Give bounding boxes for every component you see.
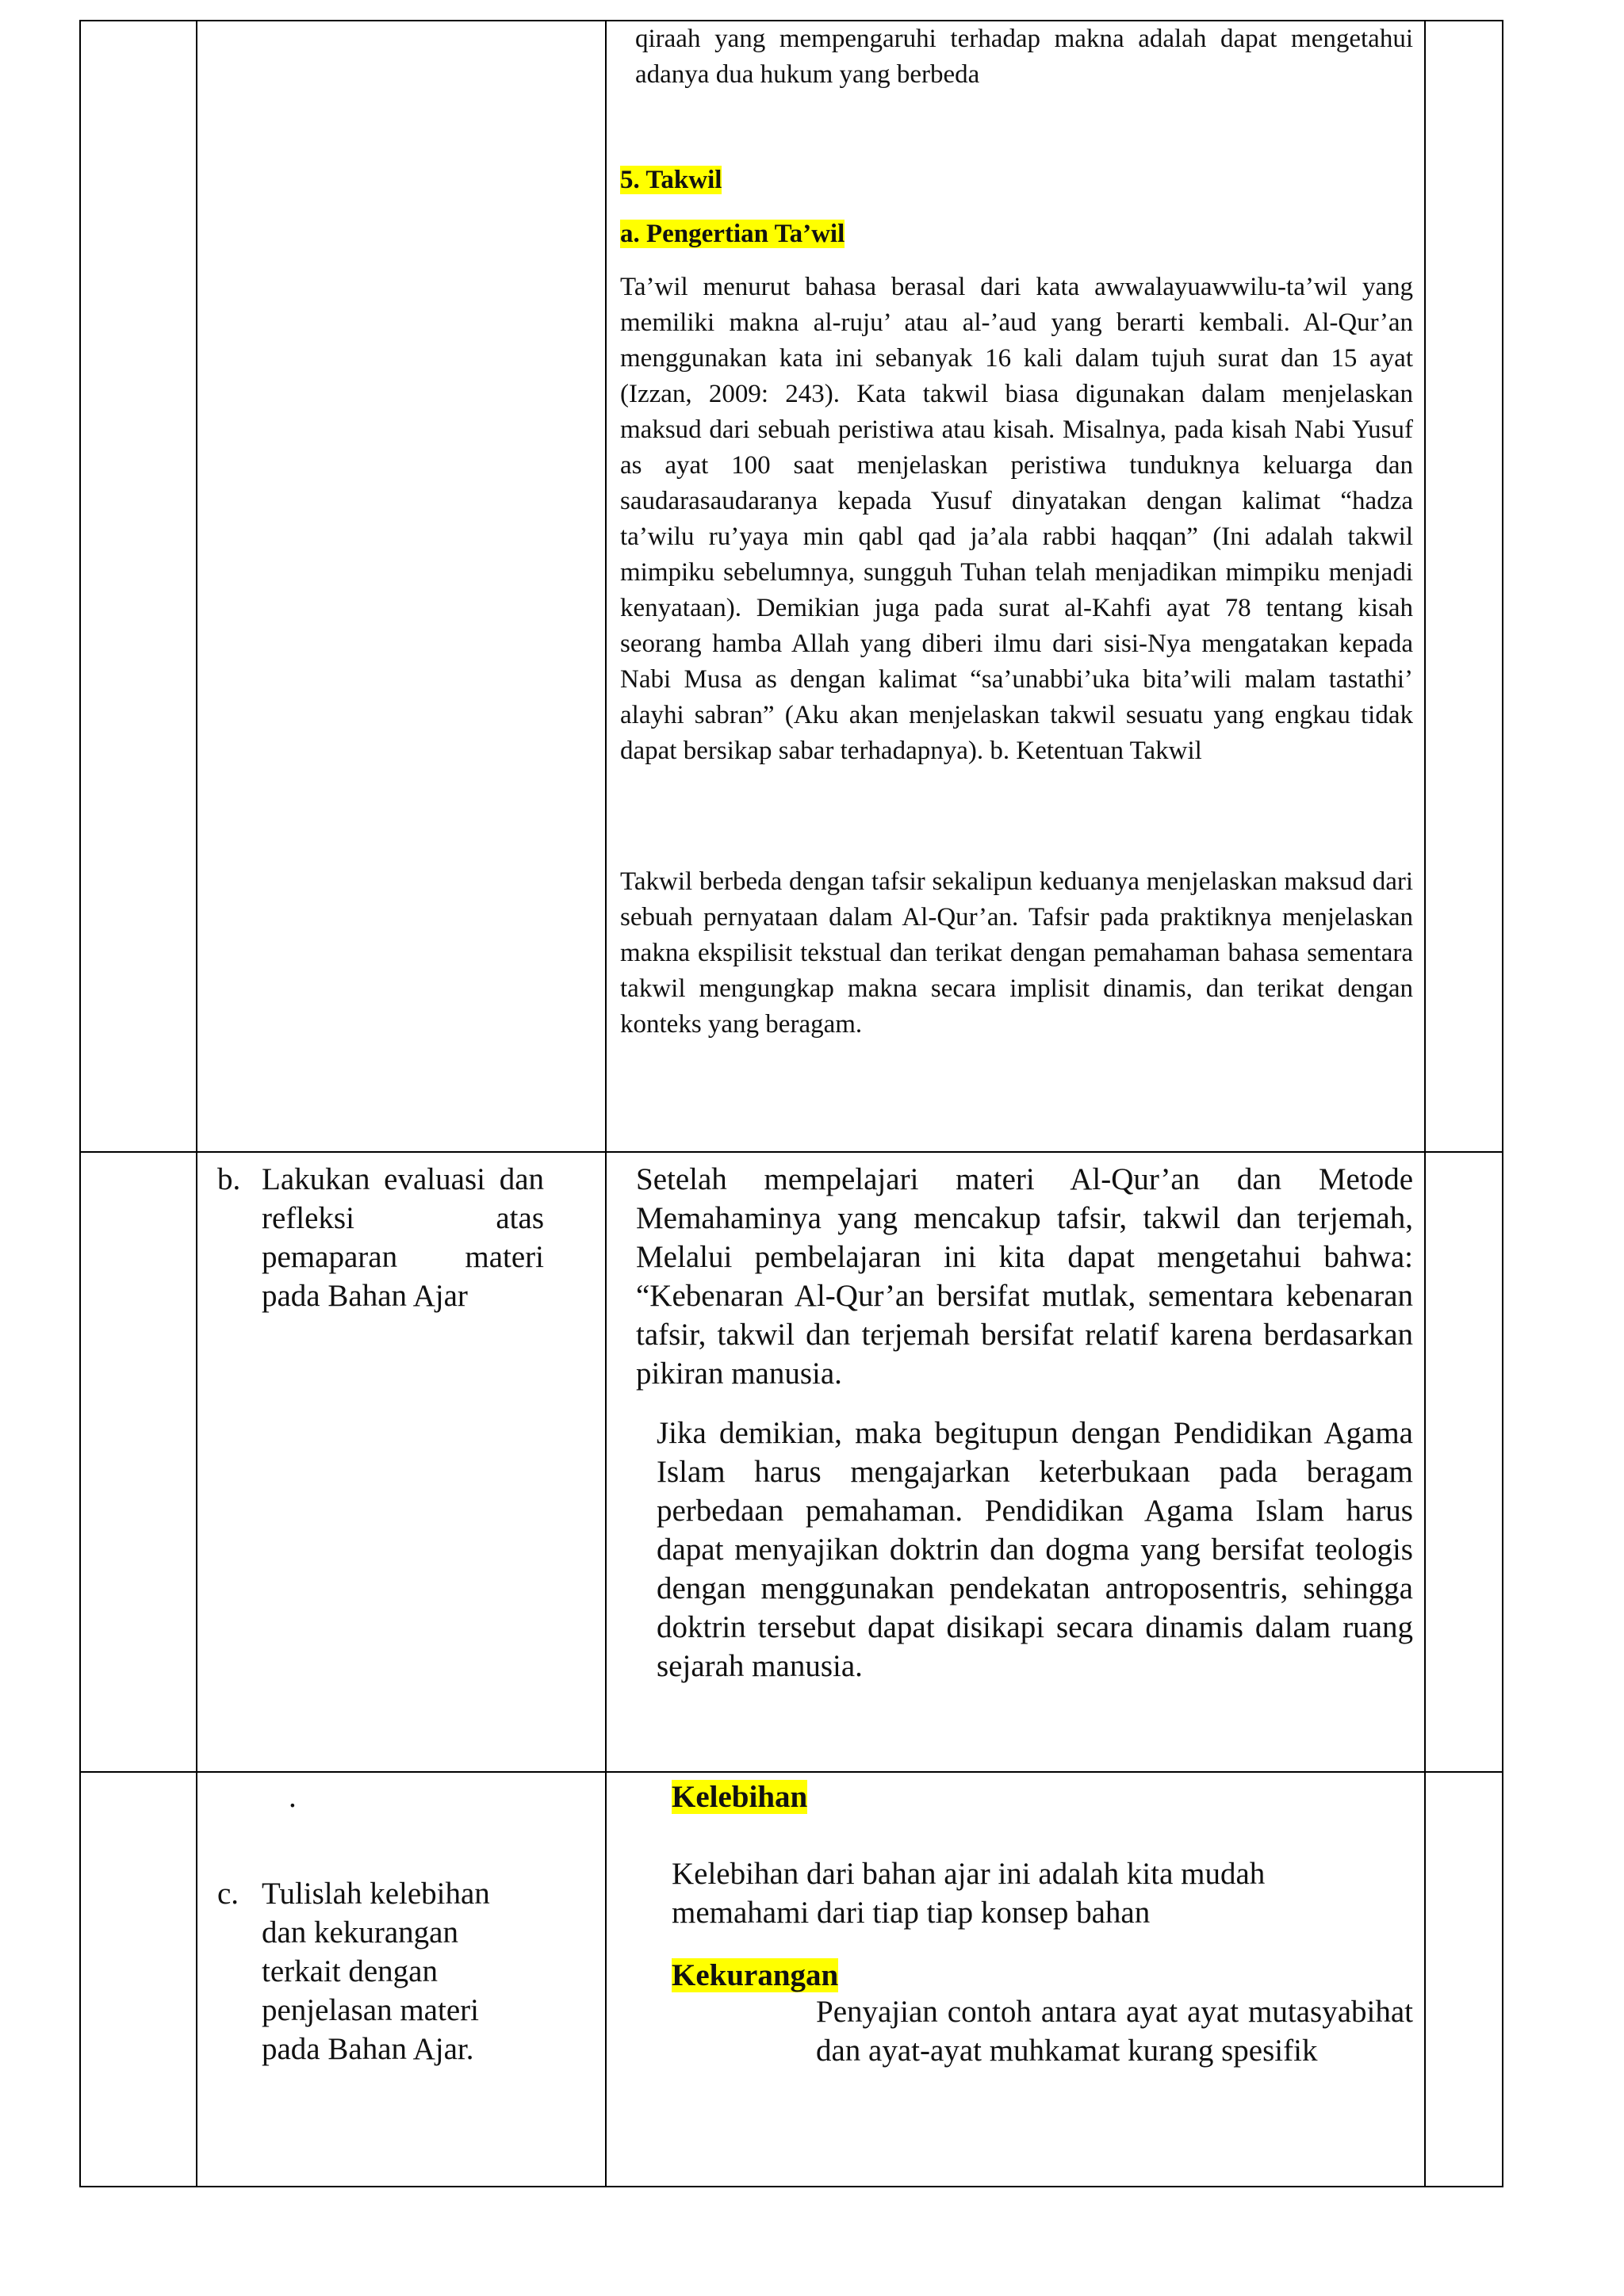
kelebihan-text: Kelebihan dari bahan ajar ini adalah kita mudah memahami dari tiap tiap konsep bahan [672, 1857, 1266, 1930]
subheading-pengertian [620, 216, 845, 252]
subheading-highlight: a. Pengertian Ta’wil [620, 220, 845, 248]
kekurangan-text: Penyajian contoh antara ayat ayat mutasyabihat dan ayat-ayat muhkamat kurang spesifik [816, 1995, 1413, 2068]
row-divider [81, 1151, 1502, 1153]
evaluation-answer-2: Jika demikian, maka begitupun dengan Pendidikan Agama Islam harus mengajarkan keterbukaan pada beragam perbedaan pemahaman. Pendidikan Agama Islam harus dapat menyajikan doktrin dan dogma yang bersifat teologis dengan menggunakan pendekatan antroposentris, sehingga doktrin tersebut dapat disikapi secara dinamis dalam ruang sejarah manusia. [657, 1416, 1413, 1683]
column-divider [196, 21, 197, 2186]
bullet-dot: . [289, 1780, 297, 1814]
evaluation-answer-1: Setelah mempelajari materi Al-Qur’an dan Metode Memahaminya yang mencakup tafsir, takwil dan terjemah, Melalui pembelajaran ini kita dapat mengetahui bahwa: “Kebenaran Al-Qur’an bersifat mutlak, sementara kebenaran tafsir, takwil dan terjemah bersifat relatif karena berdasarkan pikiran manusia. [636, 1162, 1413, 1391]
item-marker-b: b. [217, 1162, 241, 1196]
continued-text: qiraah yang mempengaruhi terhadap makna adalah dapat mengetahui adanya dua hukum yang berbeda [635, 25, 1413, 89]
kelebihan-label: Kelebihan [672, 1780, 808, 1814]
instruction-kelebihan-kekurangan: Tulislah kelebihan dan kekurangan terkait dengan penjelasan materi pada Bahan Ajar. [262, 1877, 490, 2066]
column-divider [1424, 21, 1426, 2186]
kekurangan-label: Kekurangan [672, 1958, 839, 1992]
ketentuan-paragraph: Takwil berbeda dengan tafsir sekalipun keduanya menjelaskan maksud dari sebuah pernyataan dalam Al-Qur’an. Tafsir pada praktiknya menjelaskan makna ekspilisit tekstual dan terikat dengan pemahaman bahasa sementara takwil mengungkap makna secara implisit dinamis, dan terikat dengan konteks yang beragam. [620, 867, 1413, 1039]
column-divider [605, 21, 607, 2186]
pengertian-paragraph: Ta’wil menurut bahasa berasal dari kata awwalayuawwilu-ta’wil yang memiliki makna al-ruju’ atau al-’aud yang berarti kembali. Al-Qur’an menggunakan kata ini sebanyak 16 kali dalam tujuh surat dan 15 ayat (Izzan, 2009: 243). Kata takwil biasa digunakan dalam menjelaskan maksud dari sebuah peristiwa atau kisah. Misalnya, pada kisah Nabi Yusuf as ayat 100 saat menjelaskan peristiwa tunduknya keluarga dan saudarasaudaranya kepada Yusuf dinyatakan dengan kalimat “hadza ta’wilu ru’yaya min qabl qad ja’ala rabbi haqqan” (Ini adalah takwil mimpiku sebelumnya, sungguh Tuhan telah menjadikan mimpiku menjadi kenyataan). Demikian juga pada surat al-Kahfi ayat 78 tentang kisah seorang hamba Allah yang diberi ilmu dari sisi-Nya mengatakan kepada Nabi Musa as dengan kalimat “sa’unabbi’uka bita’wili malam tastathi’ alayhi sabran” (Aku akan menjelaskan takwil sesuatu yang engkau tidak dapat bersikap sabar terhadapnya). b. Ketentuan Takwil [620, 273, 1413, 765]
worksheet-table [79, 20, 1503, 2187]
instruction-evaluasi: Lakukan evaluasi dan refleksi atas pemaparan materi pada Bahan Ajar [262, 1162, 544, 1313]
kekurangan-heading [672, 1956, 838, 1995]
item-marker-c: c. [217, 1877, 239, 1911]
row-divider [81, 1771, 1502, 1773]
heading-highlight: 5. Takwil [620, 166, 722, 194]
section-heading-takwil [620, 163, 722, 198]
kelebihan-heading [672, 1777, 807, 1816]
